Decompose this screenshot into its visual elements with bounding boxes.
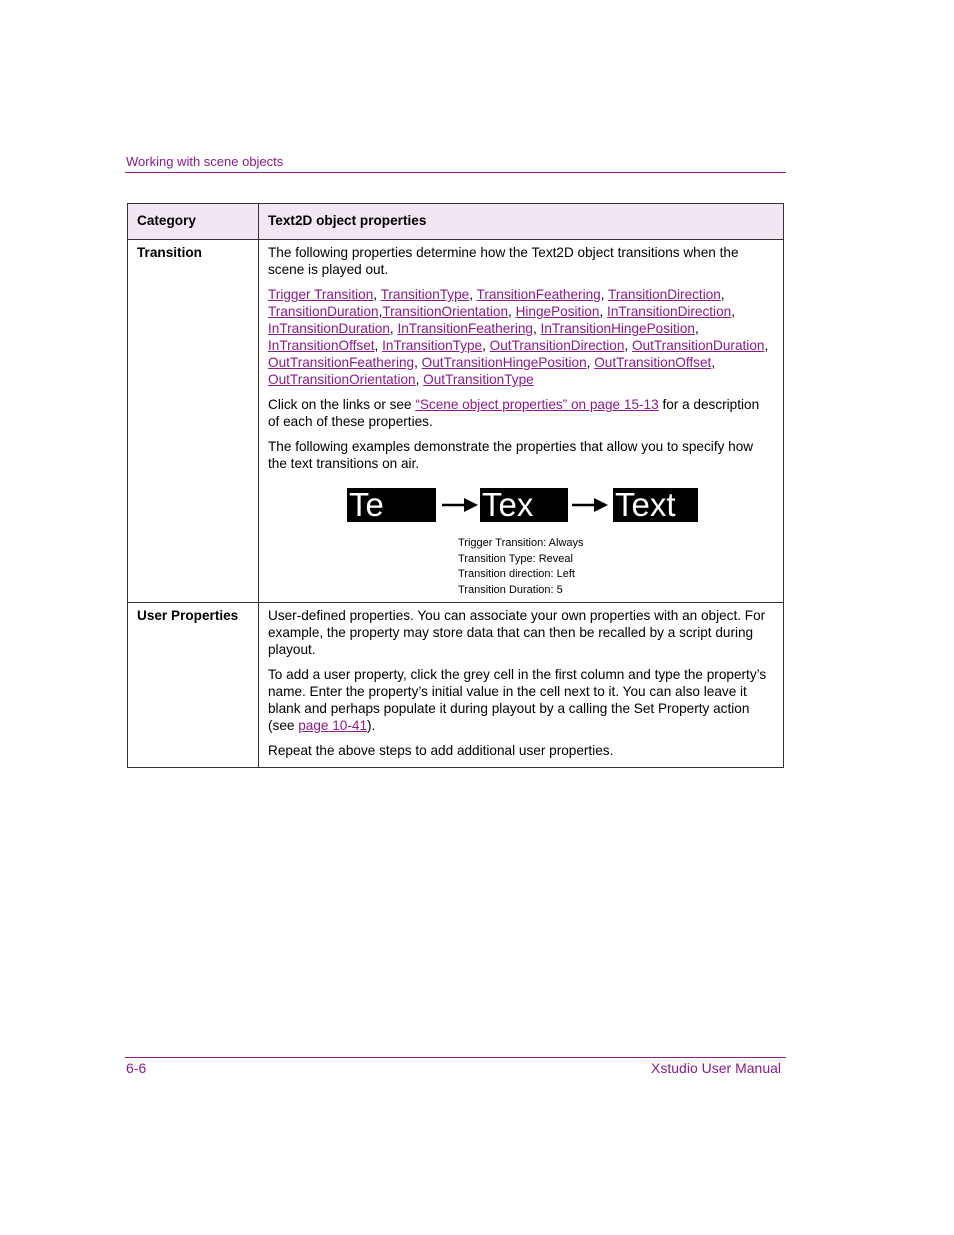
p2-suffix: ).: [367, 718, 376, 733]
caption-line: Trigger Transition: Always: [458, 537, 584, 549]
caption-line: Transition Type: Reveal: [458, 552, 573, 565]
user-properties-description: [259, 603, 784, 768]
transition-intro: The following properties determine how the Text2D object transitions when the scene is played out.: [268, 245, 739, 277]
caption-line: Transition Duration: 5: [458, 584, 563, 597]
examples-paragraph: The following examples demonstrate the properties that allow you to specify how the text transitions on air.: [268, 439, 754, 471]
page-number: 6-6: [126, 1060, 147, 1076]
link-out-transition-type[interactable]: OutTransitionType: [423, 372, 534, 387]
demo-frame-3: Text: [613, 488, 698, 522]
running-header: Working with scene objects: [126, 154, 284, 169]
table-header-row: [128, 204, 784, 240]
link-out-transition-direction[interactable]: OutTransitionDirection: [489, 338, 625, 353]
demo-frame-1: Te: [347, 488, 436, 522]
link-out-transition-hinge-position[interactable]: OutTransitionHingePosition: [421, 355, 587, 370]
link-in-transition-duration[interactable]: InTransitionDuration: [268, 321, 390, 336]
user-properties-p3: Repeat the above steps to add additional user properties.: [268, 743, 614, 758]
demo-caption: [458, 536, 584, 599]
category-transition: Transition: [128, 240, 259, 603]
user-properties-p1: User-defined properties. You can associate your own properties with an object. For example, the property may store data that can then be recalled by a script during playout.: [268, 608, 766, 657]
link-out-transition-orientation[interactable]: OutTransitionOrientation: [268, 372, 416, 387]
click-suffix: for a description of each of these properties.: [268, 397, 760, 429]
transition-demo-figure: [268, 482, 774, 597]
link-out-transition-offset[interactable]: OutTransitionOffset: [594, 355, 712, 370]
footer-rule: [125, 1057, 786, 1058]
column-header-properties: Text2D object properties: [259, 204, 784, 240]
table-row: [128, 240, 784, 603]
link-transition-orientation[interactable]: TransitionOrientation: [382, 304, 509, 319]
p2-prefix: To add a user property, click the grey cell in the first column and type the property’s name. Enter the property’s initial value in the cell next to it. You can also leave it blank and perhaps populate it during playout by a calling the Set Property action (see: [268, 667, 767, 733]
link-in-transition-hinge-position[interactable]: InTransitionHingePosition: [540, 321, 695, 336]
link-hinge-position[interactable]: HingePosition: [515, 304, 600, 319]
click-links-paragraph: [268, 396, 774, 430]
link-out-transition-feathering[interactable]: OutTransitionFeathering: [268, 355, 415, 370]
click-prefix: Click on the links or see: [268, 397, 416, 412]
user-properties-p2: [268, 666, 774, 734]
demo-frame-2: Tex: [480, 488, 568, 522]
link-transition-feathering[interactable]: TransitionFeathering: [476, 287, 601, 302]
transition-description: [259, 240, 784, 603]
link-in-transition-offset[interactable]: InTransitionOffset: [268, 338, 375, 353]
link-in-transition-type[interactable]: InTransitionType: [382, 338, 483, 353]
link-transition-direction[interactable]: TransitionDirection: [608, 287, 721, 302]
category-user-properties: User Properties: [128, 603, 259, 768]
manual-title: Xstudio User Manual: [651, 1060, 781, 1076]
link-in-transition-direction[interactable]: InTransitionDirection: [607, 304, 732, 319]
properties-table: [127, 203, 784, 768]
table-row: [128, 603, 784, 768]
column-header-category: Category: [128, 204, 259, 240]
arrow-right-icon: [572, 495, 608, 515]
link-in-transition-feathering[interactable]: InTransitionFeathering: [397, 321, 533, 336]
link-page-10-41[interactable]: page 10-41: [298, 718, 368, 733]
link-out-transition-duration[interactable]: OutTransitionDuration: [631, 338, 765, 353]
arrow-right-icon: [442, 495, 478, 515]
link-transition-type[interactable]: TransitionType: [380, 287, 470, 302]
header-rule: [125, 172, 786, 173]
link-trigger-transition[interactable]: Trigger Transition: [268, 287, 374, 302]
caption-line: Transition direction: Left: [458, 568, 575, 581]
link-transition-duration[interactable]: TransitionDuration: [268, 304, 379, 319]
link-scene-object-properties[interactable]: “Scene object properties” on page 15-13: [415, 397, 659, 412]
transition-property-links: Trigger Transition, TransitionType, TransitionFeathering, TransitionDirection, TransitionDuration,TransitionOrientation, HingePosition, InTransitionDirection, InTransitionDuration, InTransitionFeathering, InTransitionHingePosition, InTransitionOffset, InTransitionType, OutTransitionDirection, OutTransitionDuration, OutTransitionFeathering, OutTransitionHingePosition, OutTransitionOffset, OutTransitionOrientation, OutTransitionType: [268, 287, 769, 387]
